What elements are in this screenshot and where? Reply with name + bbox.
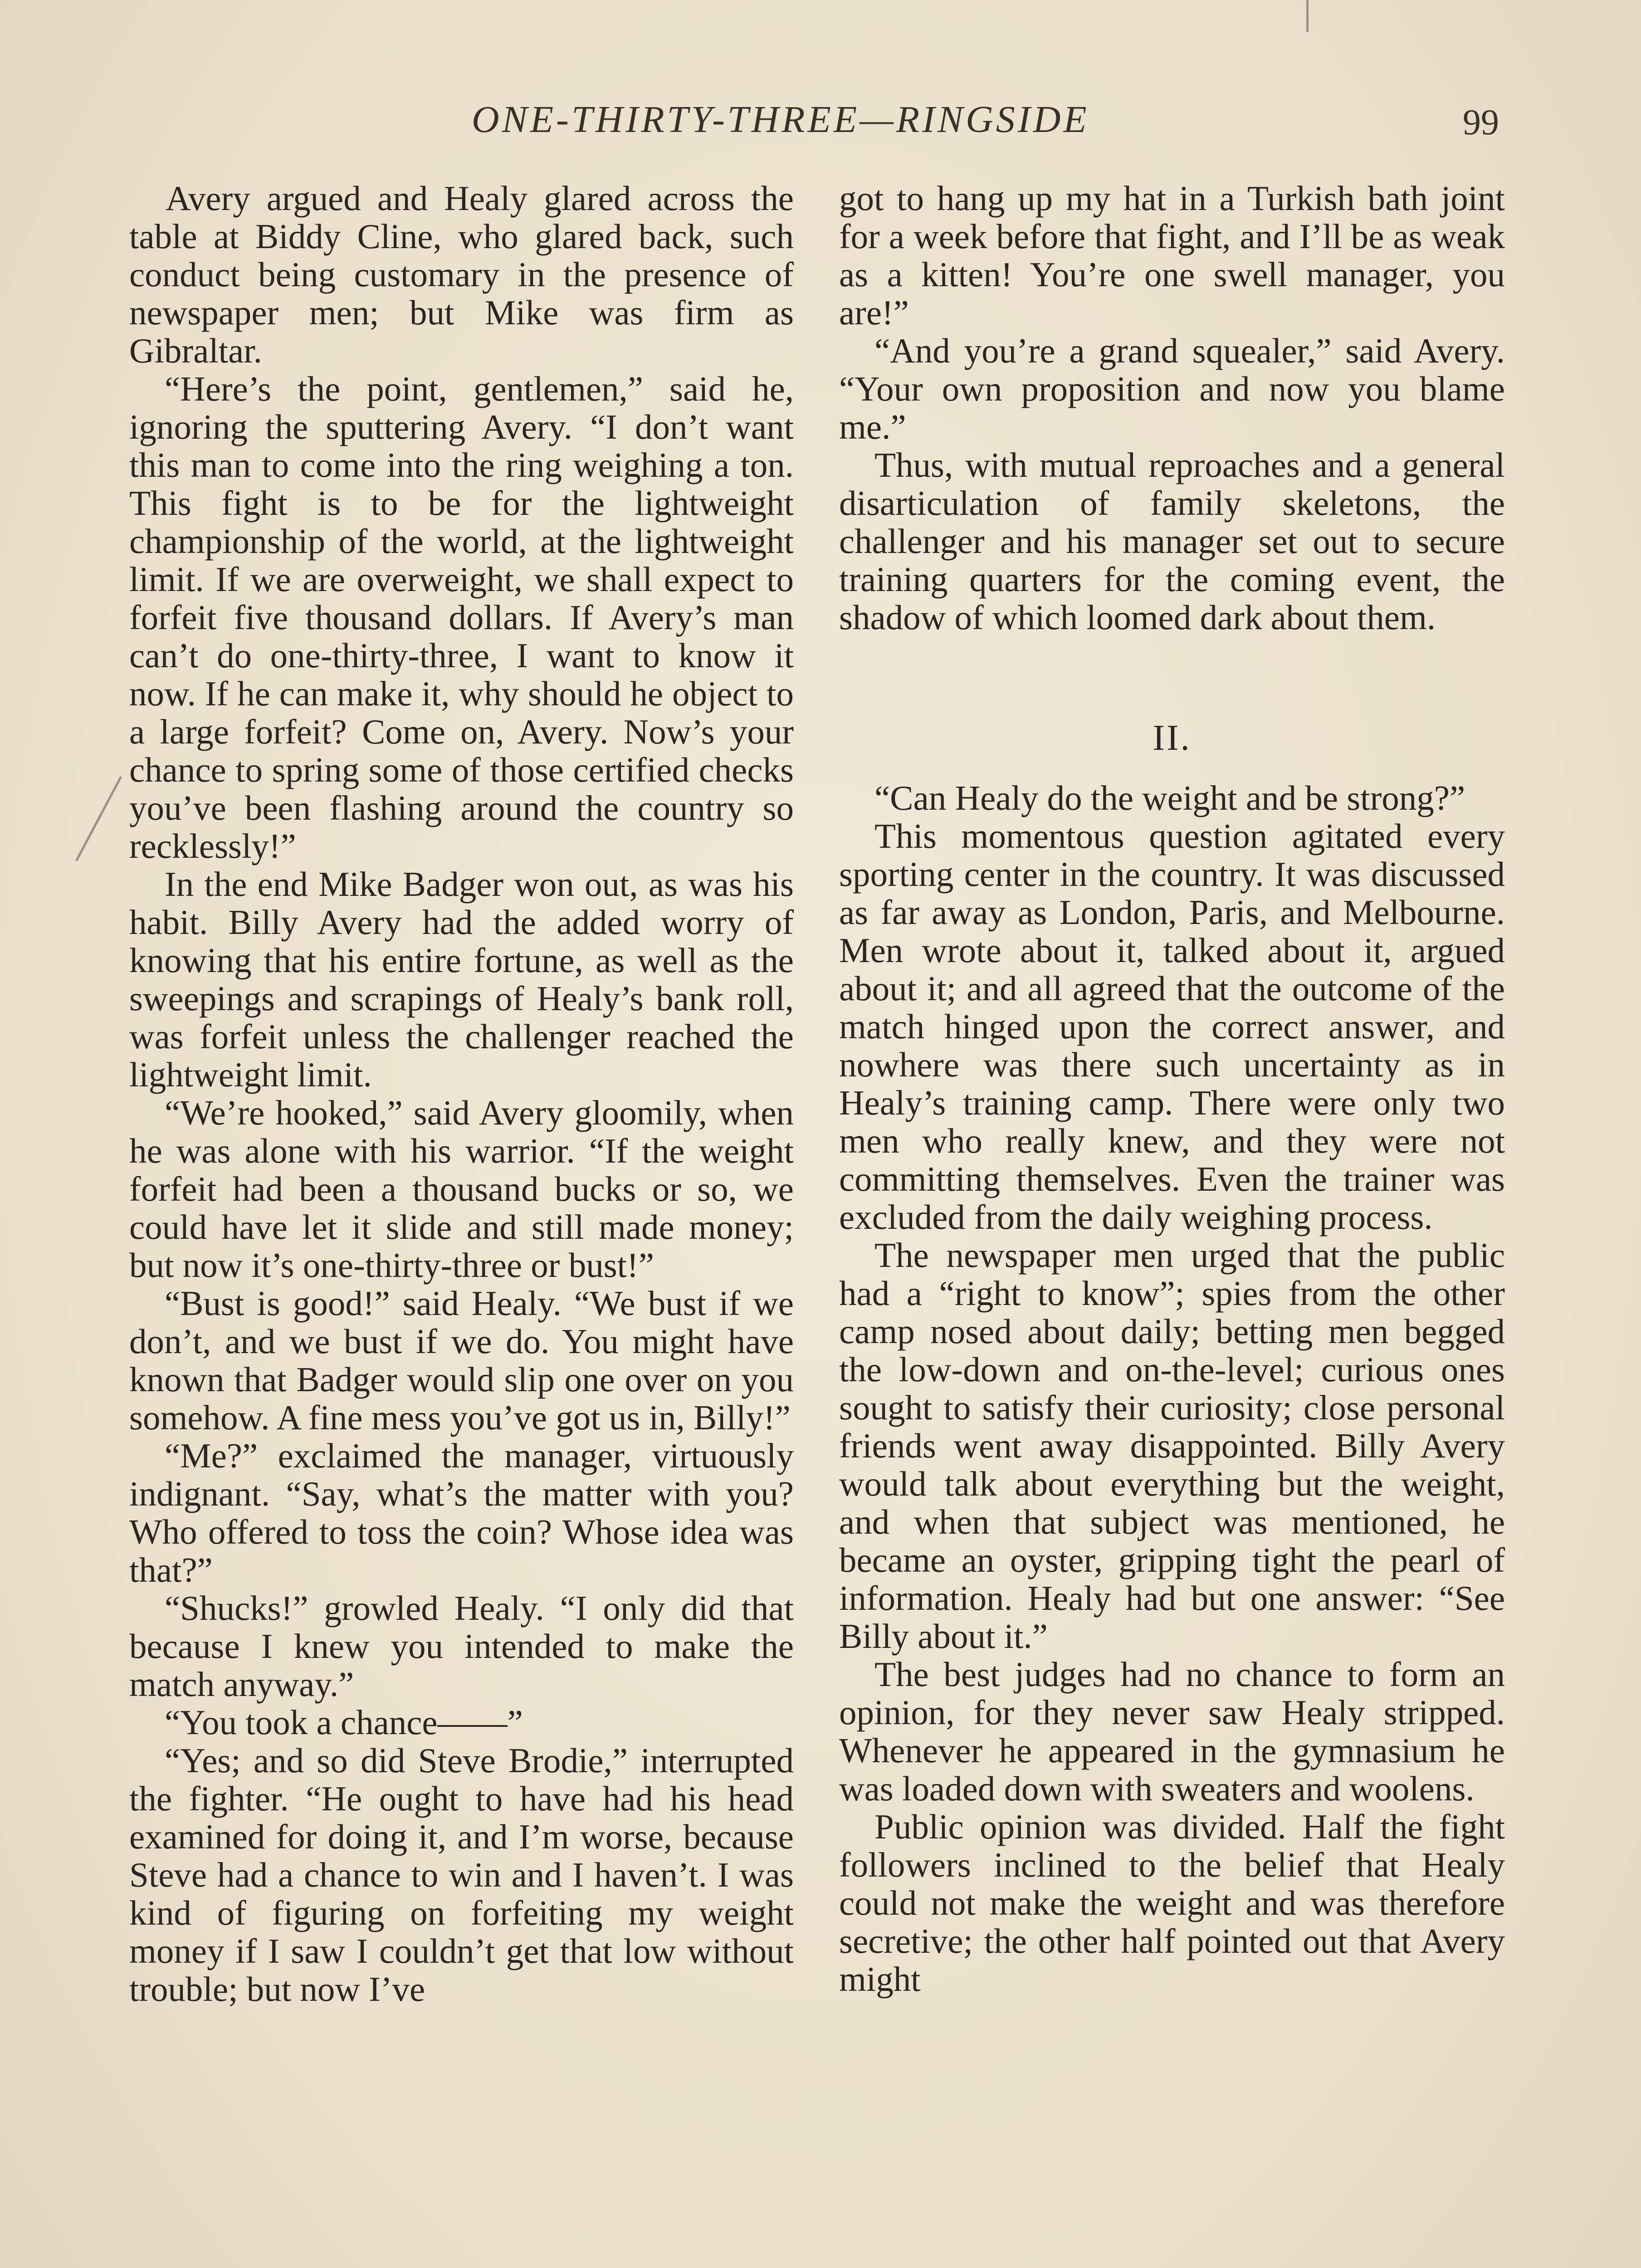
left-column — [129, 179, 794, 2008]
paragraph: “Bust is good!” said Healy. “We bust if we don’t, and we bust if we do. You might have known that Badger would slip one over on you somehow. A fine mess you’ve got us in, Billy!” — [129, 1284, 794, 1437]
paragraph: Public opinion was divided. Half the fight followers inclined to the belief that Healy could not make the weight and was therefore secretive; the other half pointed out that Avery might — [839, 1807, 1505, 1999]
paragraph: “Shucks!” growled Healy. “I only did that because I knew you intended to make the match anyway.” — [129, 1589, 794, 1704]
paragraph: “And you’re a grand squealer,” said Avery. “Your own proposition and now you blame me.” — [839, 331, 1505, 446]
paragraph: “Yes; and so did Steve Brodie,” interrupted the fighter. “He ought to have had his head examined for doing it, and I’m worse, because Steve had a chance to win and I haven’t. I was kind of figuring on forfeiting my weight money if I saw I couldn’t get that low without trouble; but now I’ve — [129, 1741, 794, 2009]
page-header — [0, 98, 1641, 147]
paragraph: Avery argued and Healy glared across the table at Biddy Cline, who glared back, such conduct being customary in the presence of newspaper men; but Mike was firm as Gibraltar. — [129, 179, 794, 370]
paragraph: The newspaper men urged that the public had a “right to know”; spies from the other camp nosed about daily; betting men begged the low-down and on-the-level; curious ones sought to satisfy their curiosity; close personal friends went away disappointed. Billy Avery would talk about everything but the weight, and when that subject was mentioned, he became an oyster, gripping tight the pearl of information. Healy had but one answer: “See Billy about it.” — [839, 1236, 1505, 1656]
pencil-mark — [1306, 0, 1309, 32]
paragraph: Thus, with mutual reproaches and a general disarticulation of family skeletons, the challenger and his manager set out to secure training quarters for the coming event, the shadow of which loomed dark about them. — [839, 445, 1505, 637]
page-number: 99 — [1463, 103, 1499, 142]
paragraph: got to hang up my hat in a Turkish bath joint for a week before that fight, and I’ll be as weak as a kitten! You’re one swell manager, you are!” — [839, 179, 1505, 332]
running-title: ONE-THIRTY-THREE—RINGSIDE — [472, 98, 1089, 141]
paragraph: “You took a chance——” — [165, 1703, 523, 1742]
paragraph: “We’re hooked,” said Avery gloomily, when he was alone with his warrior. “If the weight forfeit had been a thousand bucks or so, we could have let it slide and still made money; but now it’s one-thirty-three or bust!” — [129, 1093, 794, 1285]
paragraph: “Can Healy do the weight and be strong?” — [874, 778, 1465, 817]
paragraph: This momentous question agitated every sporting center in the country. It was discussed as far away as London, Paris, and Melbourne. Men wrote about it, talked about it, argued about it; and all agreed that the outcome of the match hinged upon the correct answer, and nowhere was there such uncertainty as in Healy’s training camp. There were only two men who really knew, and they were not committing themselves. Even the trainer was excluded from the daily weighing process. — [839, 816, 1505, 1237]
section-heading: II. — [1153, 718, 1192, 758]
pencil-mark — [75, 776, 122, 861]
paragraph: “Here’s the point, gentlemen,” said he, ignoring the sputtering Avery. “I don’t want this man to come into the ring weighing a ton. This fight is to be for the lightweight championship of the world, at the lightweight limit. If we are overweight, we shall expect to forfeit five thousand dollars. If Avery’s man can’t do one-thirty-three, I want to know it now. If he can make it, why should he object to a large forfeit? Come on, Avery. Now’s your chance to spring some of those certified checks you’ve been flashing around the country so recklessly!” — [129, 369, 794, 865]
paragraph: In the end Mike Badger won out, as was his habit. Billy Avery had the added worry of knowing that his entire fortune, as well as the sweepings and scrapings of Healy’s bank roll, was forfeit unless the challenger reached the lightweight limit. — [129, 865, 794, 1094]
paragraph: “Me?” exclaimed the manager, virtuously indignant. “Say, what’s the matter with you? Who offered to toss the coin? Whose idea was that?” — [129, 1436, 794, 1589]
right-column — [839, 179, 1505, 1998]
paragraph: The best judges had no chance to form an opinion, for they never saw Healy stripped. Whenever he appeared in the gymnasium he was loaded down with sweaters and woolens. — [839, 1655, 1505, 1808]
